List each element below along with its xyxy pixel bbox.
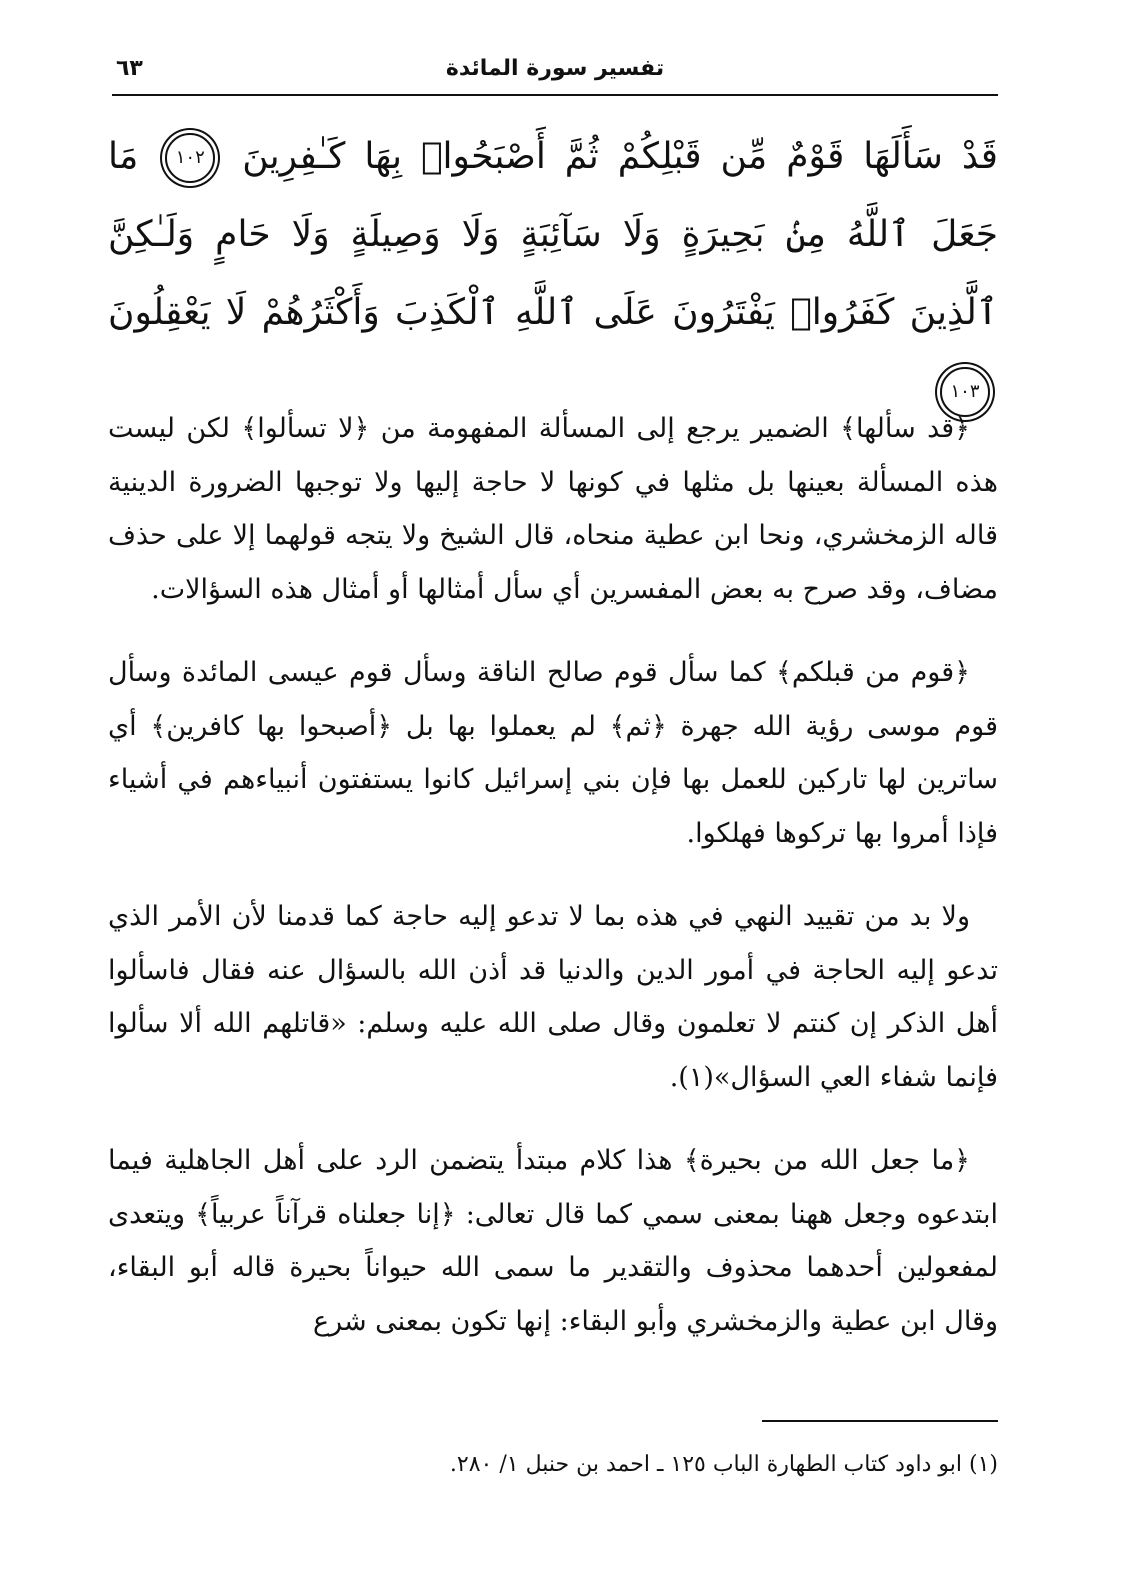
footnote: (١) ابو داود كتاب الطهارة الباب ١٢٥ ـ احمد بن حنبل ١/ ٢٨٠. <box>449 1452 998 1477</box>
header-title: تفسير سورة المائدة <box>445 56 665 81</box>
paragraph-3: ولا بد من تقييد النهي في هذه بما لا تدعو إليه حاجة كما قدمنا لأن الأمر الذي تدعو إليه الحاجة في أمور الدين والدنيا قد أذن الله بالسؤال عنه فقال فاسألوا أهل الذكر إن كنتم لا تعلمون وقال صلى الله عليه وسلم: «قاتلهم الله ألا سألوا فإنما شفاء العي السؤال»(١). <box>108 901 998 1093</box>
ayah-number-103-icon: ١٠٣ <box>940 367 990 417</box>
paragraph-1: ﴿قد سألها﴾ الضمير يرجع إلى المسألة المفهومة من ﴿لا تسألوا﴾ لكن ليست هذه المسألة بعينها بل مثلها في كونها لا حاجة إليها ولا توجبها الضرورة الدينية قاله الزمخشري، ونحا ابن عطية منحاه، قال الشيخ ولا يتجه قولهما إلا على حذف مضاف، وقد صرح به بعض المفسرين أي سأل أمثالها أو أمثال هذه السؤالات. <box>108 413 998 605</box>
paragraph-2: ﴿قوم من قبلكم﴾ كما سأل قوم صالح الناقة وسأل قوم عيسى المائدة وسأل قوم موسى رؤية الله جهرة ﴿ثم﴾ لم يعملوا بها بل ﴿أصبحوا بها كافرين﴾ أي ساترين لها تاركين للعمل بها فإن بني إسرائيل كانوا يستفتون أنبياءهم في أشياء فإذا أمروا بها تركوها فهلكوا. <box>108 657 998 849</box>
verse-102-text: قَدْ سَأَلَهَا قَوْمٌ مِّن قَبْلِكُمْ ثُمَّ أَصْبَحُوا۟ بِهَا كَـٰفِرِينَ <box>242 136 998 177</box>
page-number: ٦٣ <box>116 56 143 81</box>
footnote-divider <box>762 1420 998 1422</box>
quran-verses <box>108 118 998 430</box>
running-header <box>112 54 998 96</box>
ayah-number-102-icon: ١٠٢ <box>165 133 215 183</box>
paragraph-4: ﴿ما جعل الله من بحيرة﴾ هذا كلام مبتدأ يتضمن الرد على أهل الجاهلية فيما ابتدعوه وجعل ههنا بمعنى سمي كما قال تعالى: ﴿إنا جعلناه قرآناً عربياً﴾ ويتعدى لمفعولين أحدهما محذوف والتقدير ما سمى الله حيواناً بحيرة قاله أبو البقاء، وقال ابن عطية والزمخشري وأبو البقاء: إنها تكون بمعنى شرع <box>108 1145 998 1337</box>
verse-103-text: مَا جَعَلَ ٱللَّهُ مِنۢ بَحِيرَةٍ وَلَا سَآئِبَةٍ وَلَا وَصِيلَةٍ وَلَا حَامٍ وَلَـٰكِنَّ ٱلَّذِينَ كَفَرُوا۟ يَفْتَرُونَ عَلَى ٱللَّهِ ٱلْكَذِبَ وَأَكْثَرُهُمْ لَا يَعْقِلُونَ <box>108 136 998 333</box>
commentary-text <box>108 402 998 1378</box>
